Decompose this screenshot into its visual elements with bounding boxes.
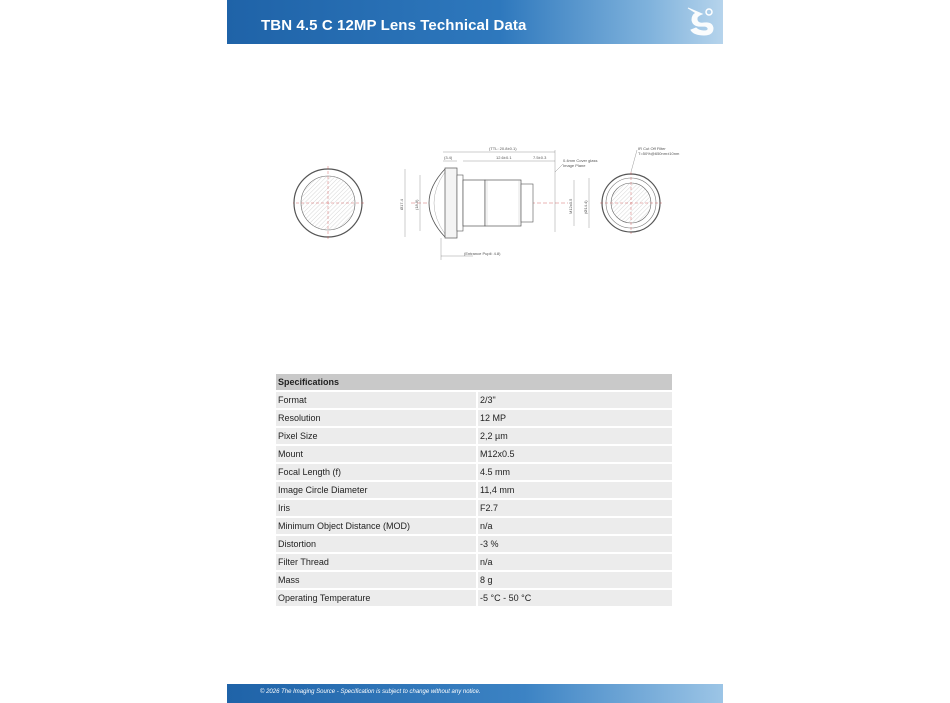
dim-front-label: (3.4) bbox=[444, 155, 453, 160]
cover-glass-label: 0.4mm Cover glass bbox=[563, 158, 598, 163]
dim-outer-diameter: Ø17.4 bbox=[399, 199, 404, 210]
spec-label: Minimum Object Distance (MOD) bbox=[276, 518, 478, 534]
lens-technical-drawing bbox=[293, 142, 693, 262]
ir-filter-spec: T=50%@650nm±10nm bbox=[638, 151, 680, 156]
table-row bbox=[276, 518, 672, 534]
spec-label: Resolution bbox=[276, 410, 478, 426]
table-header-row bbox=[276, 374, 672, 390]
spec-value: n/a bbox=[478, 518, 672, 534]
spec-value: 8 g bbox=[478, 572, 672, 588]
spec-value: -5 °C - 50 °C bbox=[478, 590, 672, 606]
dim-dome-diameter: (18.9) bbox=[414, 199, 419, 210]
spec-value: n/a bbox=[478, 554, 672, 570]
spec-label: Pixel Size bbox=[276, 428, 478, 444]
spec-value: -3 % bbox=[478, 536, 672, 552]
side-view bbox=[399, 146, 597, 260]
specifications-heading: Specifications bbox=[276, 374, 672, 390]
dim-barrel-label: 12.6±0.1 bbox=[496, 155, 512, 160]
front-view bbox=[293, 166, 365, 240]
image-plane-label: Image Plane bbox=[563, 163, 586, 168]
dim-rear-diameter: (Ø14.4) bbox=[583, 200, 588, 214]
rear-view bbox=[600, 146, 680, 234]
table-row bbox=[276, 446, 672, 462]
document-page bbox=[227, 0, 723, 703]
spec-value: F2.7 bbox=[478, 500, 672, 516]
spec-label: Filter Thread bbox=[276, 554, 478, 570]
spec-label: Image Circle Diameter bbox=[276, 482, 478, 498]
page-title: TBN 4.5 C 12MP Lens Technical Data bbox=[261, 17, 527, 34]
dim-ttl-label: (TTL: 20.8±0.1) bbox=[489, 146, 517, 151]
spec-label: Operating Temperature bbox=[276, 590, 478, 606]
table-row bbox=[276, 590, 672, 606]
header-bar bbox=[227, 0, 723, 44]
table-row bbox=[276, 536, 672, 552]
spec-value: 2,2 µm bbox=[478, 428, 672, 444]
table-row bbox=[276, 464, 672, 480]
company-logo-icon bbox=[682, 4, 718, 38]
dim-thread: M12x0.5 bbox=[568, 198, 573, 214]
spec-label: Mount bbox=[276, 446, 478, 462]
table-row bbox=[276, 410, 672, 426]
table-row bbox=[276, 482, 672, 498]
spec-label: Mass bbox=[276, 572, 478, 588]
spec-value: 12 MP bbox=[478, 410, 672, 426]
spec-value: 4.5 mm bbox=[478, 464, 672, 480]
specifications-table bbox=[276, 372, 672, 608]
spec-label: Distortion bbox=[276, 536, 478, 552]
table-row bbox=[276, 392, 672, 408]
footer-disclaimer: © 2026 The Imaging Source - Specification is subject to change without any notice. bbox=[260, 689, 481, 695]
table-row bbox=[276, 554, 672, 570]
spec-value: 2/3" bbox=[478, 392, 672, 408]
table-row bbox=[276, 572, 672, 588]
spec-value: M12x0.5 bbox=[478, 446, 672, 462]
dim-back-label: 7.5±0.3 bbox=[533, 155, 547, 160]
entrance-pupil-label: (Entrance Pupil: 4.8) bbox=[464, 251, 501, 256]
spec-value: 11,4 mm bbox=[478, 482, 672, 498]
footer-bar bbox=[227, 684, 723, 703]
table-row bbox=[276, 500, 672, 516]
spec-label: Format bbox=[276, 392, 478, 408]
spec-label: Iris bbox=[276, 500, 478, 516]
spec-label: Focal Length (f) bbox=[276, 464, 478, 480]
ir-filter-label: IR Cut Off Filter bbox=[638, 146, 666, 151]
table-row bbox=[276, 428, 672, 444]
